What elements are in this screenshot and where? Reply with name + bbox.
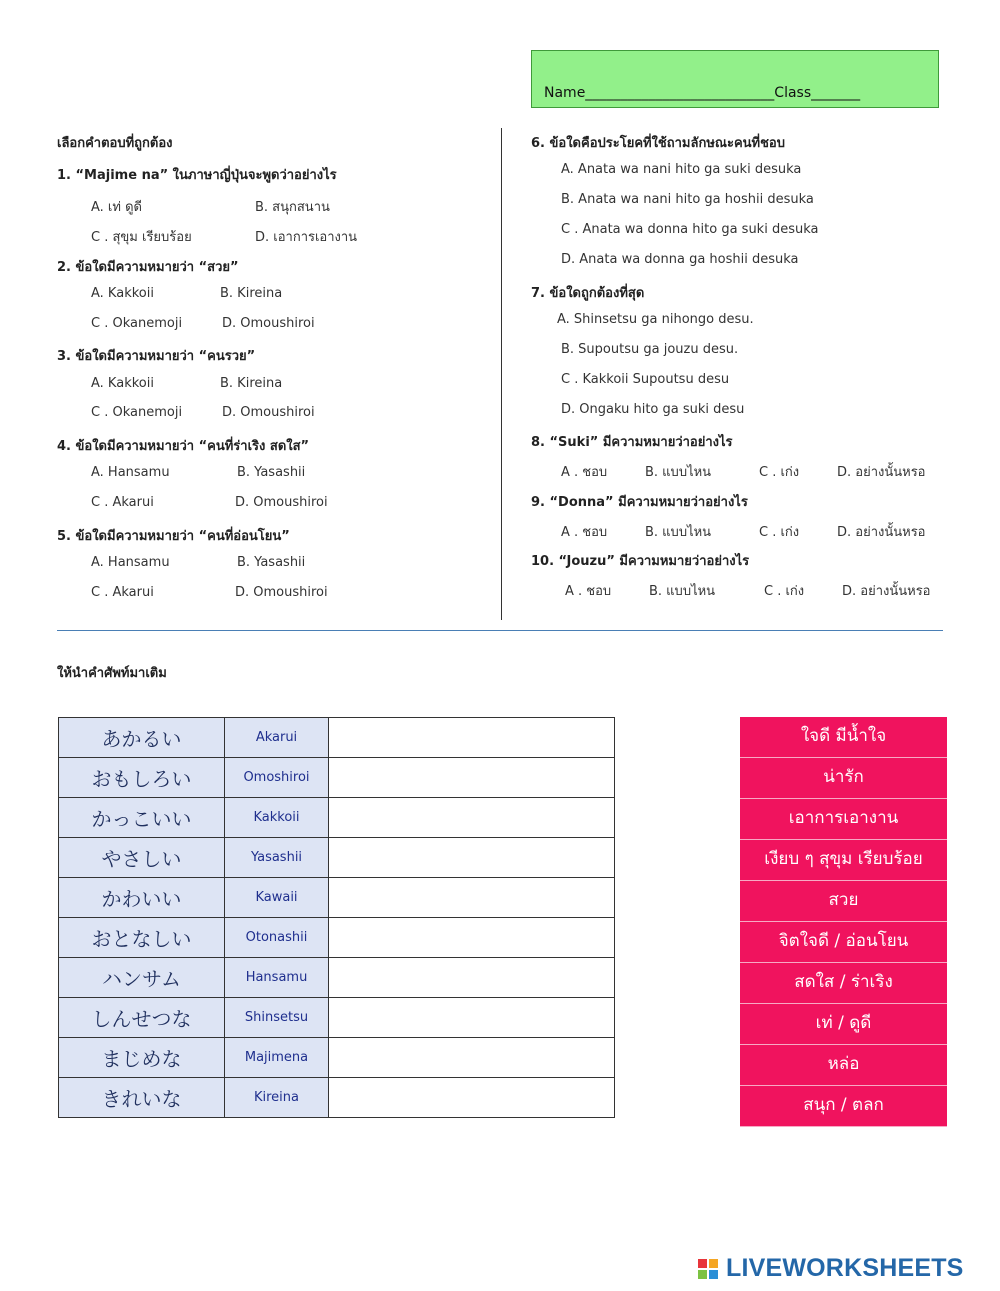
q2-option-c[interactable]: C . Okanemoji bbox=[91, 316, 183, 331]
vocab-romaji: Akarui bbox=[225, 718, 329, 758]
q1-option-b[interactable]: B. สนุกสนาน bbox=[255, 200, 330, 215]
q6-option-c[interactable]: C . Anata wa donna hito ga suki desuka bbox=[561, 222, 819, 237]
vocab-japanese: ハンサム bbox=[59, 958, 225, 998]
answer-tile[interactable]: น่ารัก bbox=[740, 758, 947, 799]
answer-tile[interactable]: สนุก / ตลก bbox=[740, 1086, 947, 1127]
answer-drop-slot[interactable] bbox=[329, 1078, 615, 1118]
vocab-table bbox=[58, 717, 615, 1118]
table-row bbox=[59, 878, 615, 918]
question-10: 10. “Jouzu” มีความหมายว่าอย่างไร bbox=[531, 554, 750, 569]
answer-drop-slot[interactable] bbox=[329, 958, 615, 998]
answer-tile[interactable]: สวย bbox=[740, 881, 947, 922]
table-row bbox=[59, 1038, 615, 1078]
q6-option-b[interactable]: B. Anata wa nani hito ga hoshii desuka bbox=[561, 192, 814, 207]
q1-option-d[interactable]: D. เอาการเอางาน bbox=[255, 230, 358, 245]
vocab-japanese: あかるい bbox=[59, 718, 225, 758]
q8-option-b[interactable]: B. แบบไหน bbox=[645, 465, 712, 480]
vocab-romaji: Hansamu bbox=[225, 958, 329, 998]
answer-tile[interactable]: เอาการเอางาน bbox=[740, 799, 947, 840]
q9-option-c[interactable]: C . เก่ง bbox=[759, 525, 800, 540]
q9-option-a[interactable]: A . ชอบ bbox=[561, 525, 608, 540]
q5-option-a[interactable]: A. Hansamu bbox=[91, 555, 170, 570]
answer-drop-slot[interactable] bbox=[329, 998, 615, 1038]
answer-drop-slot[interactable] bbox=[329, 718, 615, 758]
q6-option-d[interactable]: D. Anata wa donna ga hoshii desuka bbox=[561, 252, 799, 267]
q10-option-d[interactable]: D. อย่างนั้นหรอ bbox=[842, 584, 931, 599]
vocab-japanese: かわいい bbox=[59, 878, 225, 918]
vocab-romaji: Otonashii bbox=[225, 918, 329, 958]
q10-option-b[interactable]: B. แบบไหน bbox=[649, 584, 716, 599]
vocab-romaji: Yasashii bbox=[225, 838, 329, 878]
question-5: 5. ข้อใดมีความหมายว่า “คนที่อ่อนโยน” bbox=[57, 529, 290, 544]
answer-drop-slot[interactable] bbox=[329, 838, 615, 878]
vocab-romaji: Kireina bbox=[225, 1078, 329, 1118]
logo-text: LIVEWORKSHEETS bbox=[726, 1254, 964, 1282]
column-divider bbox=[501, 128, 502, 620]
table-row bbox=[59, 718, 615, 758]
answer-drop-slot[interactable] bbox=[329, 918, 615, 958]
vocab-japanese: かっこいい bbox=[59, 798, 225, 838]
vocab-japanese: おもしろい bbox=[59, 758, 225, 798]
logo-square-icon bbox=[698, 1270, 707, 1279]
question-9: 9. “Donna” มีความหมายว่าอย่างไร bbox=[531, 495, 748, 510]
name-class-box bbox=[531, 50, 939, 108]
answer-tile[interactable]: เท่ / ดูดี bbox=[740, 1004, 947, 1045]
q4-option-d[interactable]: D. Omoushiroi bbox=[235, 495, 328, 510]
q1-option-c[interactable]: C . สุขุม เรียบร้อย bbox=[91, 230, 192, 245]
vocab-japanese: おとなしい bbox=[59, 918, 225, 958]
answer-bank bbox=[740, 717, 947, 1127]
logo-square-icon bbox=[698, 1259, 707, 1268]
answer-tile[interactable]: จิตใจดี / อ่อนโยน bbox=[740, 922, 947, 963]
q10-option-c[interactable]: C . เก่ง bbox=[764, 584, 805, 599]
q3-option-c[interactable]: C . Okanemoji bbox=[91, 405, 183, 420]
q8-option-d[interactable]: D. อย่างนั้นหรอ bbox=[837, 465, 926, 480]
q7-option-d[interactable]: D. Ongaku hito ga suki desu bbox=[561, 402, 745, 417]
q3-option-a[interactable]: A. Kakkoii bbox=[91, 376, 154, 391]
vocab-romaji: Majimena bbox=[225, 1038, 329, 1078]
instruction-fill: ให้นำคำศัพท์มาเติม bbox=[57, 666, 167, 681]
q10-option-a[interactable]: A . ชอบ bbox=[565, 584, 612, 599]
q8-option-c[interactable]: C . เก่ง bbox=[759, 465, 800, 480]
question-7: 7. ข้อใดถูกต้องที่สุด bbox=[531, 286, 645, 301]
question-3: 3. ข้อใดมีความหมายว่า “คนรวย” bbox=[57, 349, 256, 364]
table-row bbox=[59, 798, 615, 838]
question-1: 1. “Majime na” ในภาษาญี่ปุ่นจะพูดว่าอย่างไร bbox=[57, 168, 337, 183]
vocab-romaji: Omoshiroi bbox=[225, 758, 329, 798]
vocab-romaji: Kawaii bbox=[225, 878, 329, 918]
question-6: 6. ข้อใดคือประโยคที่ใช้ถามลักษณะคนที่ชอบ bbox=[531, 136, 785, 151]
logo-square-icon bbox=[709, 1259, 718, 1268]
q7-option-b[interactable]: B. Supoutsu ga jouzu desu. bbox=[561, 342, 739, 357]
q9-option-d[interactable]: D. อย่างนั้นหรอ bbox=[837, 525, 926, 540]
q9-option-b[interactable]: B. แบบไหน bbox=[645, 525, 712, 540]
answer-drop-slot[interactable] bbox=[329, 1038, 615, 1078]
answer-drop-slot[interactable] bbox=[329, 878, 615, 918]
answer-drop-slot[interactable] bbox=[329, 758, 615, 798]
q2-option-b[interactable]: B. Kireina bbox=[220, 286, 283, 301]
answer-tile[interactable]: เงียบ ๆ สุขุม เรียบร้อย bbox=[740, 840, 947, 881]
name-class-label: Name___________________________Class_______ bbox=[544, 85, 861, 101]
q3-option-d[interactable]: D. Omoushiroi bbox=[222, 405, 315, 420]
table-row bbox=[59, 998, 615, 1038]
q8-option-a[interactable]: A . ชอบ bbox=[561, 465, 608, 480]
question-2: 2. ข้อใดมีความหมายว่า “สวย” bbox=[57, 260, 239, 275]
logo-square-icon bbox=[709, 1270, 718, 1279]
q3-option-b[interactable]: B. Kireina bbox=[220, 376, 283, 391]
vocab-romaji: Shinsetsu bbox=[225, 998, 329, 1038]
answer-tile[interactable]: สดใส / ร่าเริง bbox=[740, 963, 947, 1004]
q4-option-b[interactable]: B. Yasashii bbox=[237, 465, 306, 480]
answer-drop-slot[interactable] bbox=[329, 798, 615, 838]
q5-option-d[interactable]: D. Omoushiroi bbox=[235, 585, 328, 600]
q7-option-c[interactable]: C . Kakkoii Supoutsu desu bbox=[561, 372, 730, 387]
answer-tile[interactable]: หล่อ bbox=[740, 1045, 947, 1086]
vocab-romaji: Kakkoii bbox=[225, 798, 329, 838]
q1-option-a[interactable]: A. เท่ ดูดี bbox=[91, 200, 142, 215]
table-row bbox=[59, 1078, 615, 1118]
q5-option-c[interactable]: C . Akarui bbox=[91, 585, 154, 600]
q5-option-b[interactable]: B. Yasashii bbox=[237, 555, 306, 570]
q2-option-a[interactable]: A. Kakkoii bbox=[91, 286, 154, 301]
vocab-japanese: きれいな bbox=[59, 1078, 225, 1118]
question-8: 8. “Suki” มีความหมายว่าอย่างไร bbox=[531, 435, 733, 450]
table-row bbox=[59, 838, 615, 878]
section-divider bbox=[57, 630, 943, 631]
vocab-japanese: しんせつな bbox=[59, 998, 225, 1038]
vocab-japanese: やさしい bbox=[59, 838, 225, 878]
table-row bbox=[59, 918, 615, 958]
q6-option-a[interactable]: A. Anata wa nani hito ga suki desuka bbox=[561, 162, 802, 177]
question-4: 4. ข้อใดมีความหมายว่า “คนที่ร่าเริง สดใส” bbox=[57, 439, 310, 454]
table-row bbox=[59, 958, 615, 998]
table-row bbox=[59, 758, 615, 798]
q4-option-c[interactable]: C . Akarui bbox=[91, 495, 154, 510]
q4-option-a[interactable]: A. Hansamu bbox=[91, 465, 170, 480]
q2-option-d[interactable]: D. Omoushiroi bbox=[222, 316, 315, 331]
answer-tile[interactable]: ใจดี มีน้ำใจ bbox=[740, 717, 947, 758]
q7-option-a[interactable]: A. Shinsetsu ga nihongo desu. bbox=[557, 312, 754, 327]
vocab-japanese: まじめな bbox=[59, 1038, 225, 1078]
instruction-choose: เลือกคำตอบที่ถูกต้อง bbox=[57, 136, 173, 151]
